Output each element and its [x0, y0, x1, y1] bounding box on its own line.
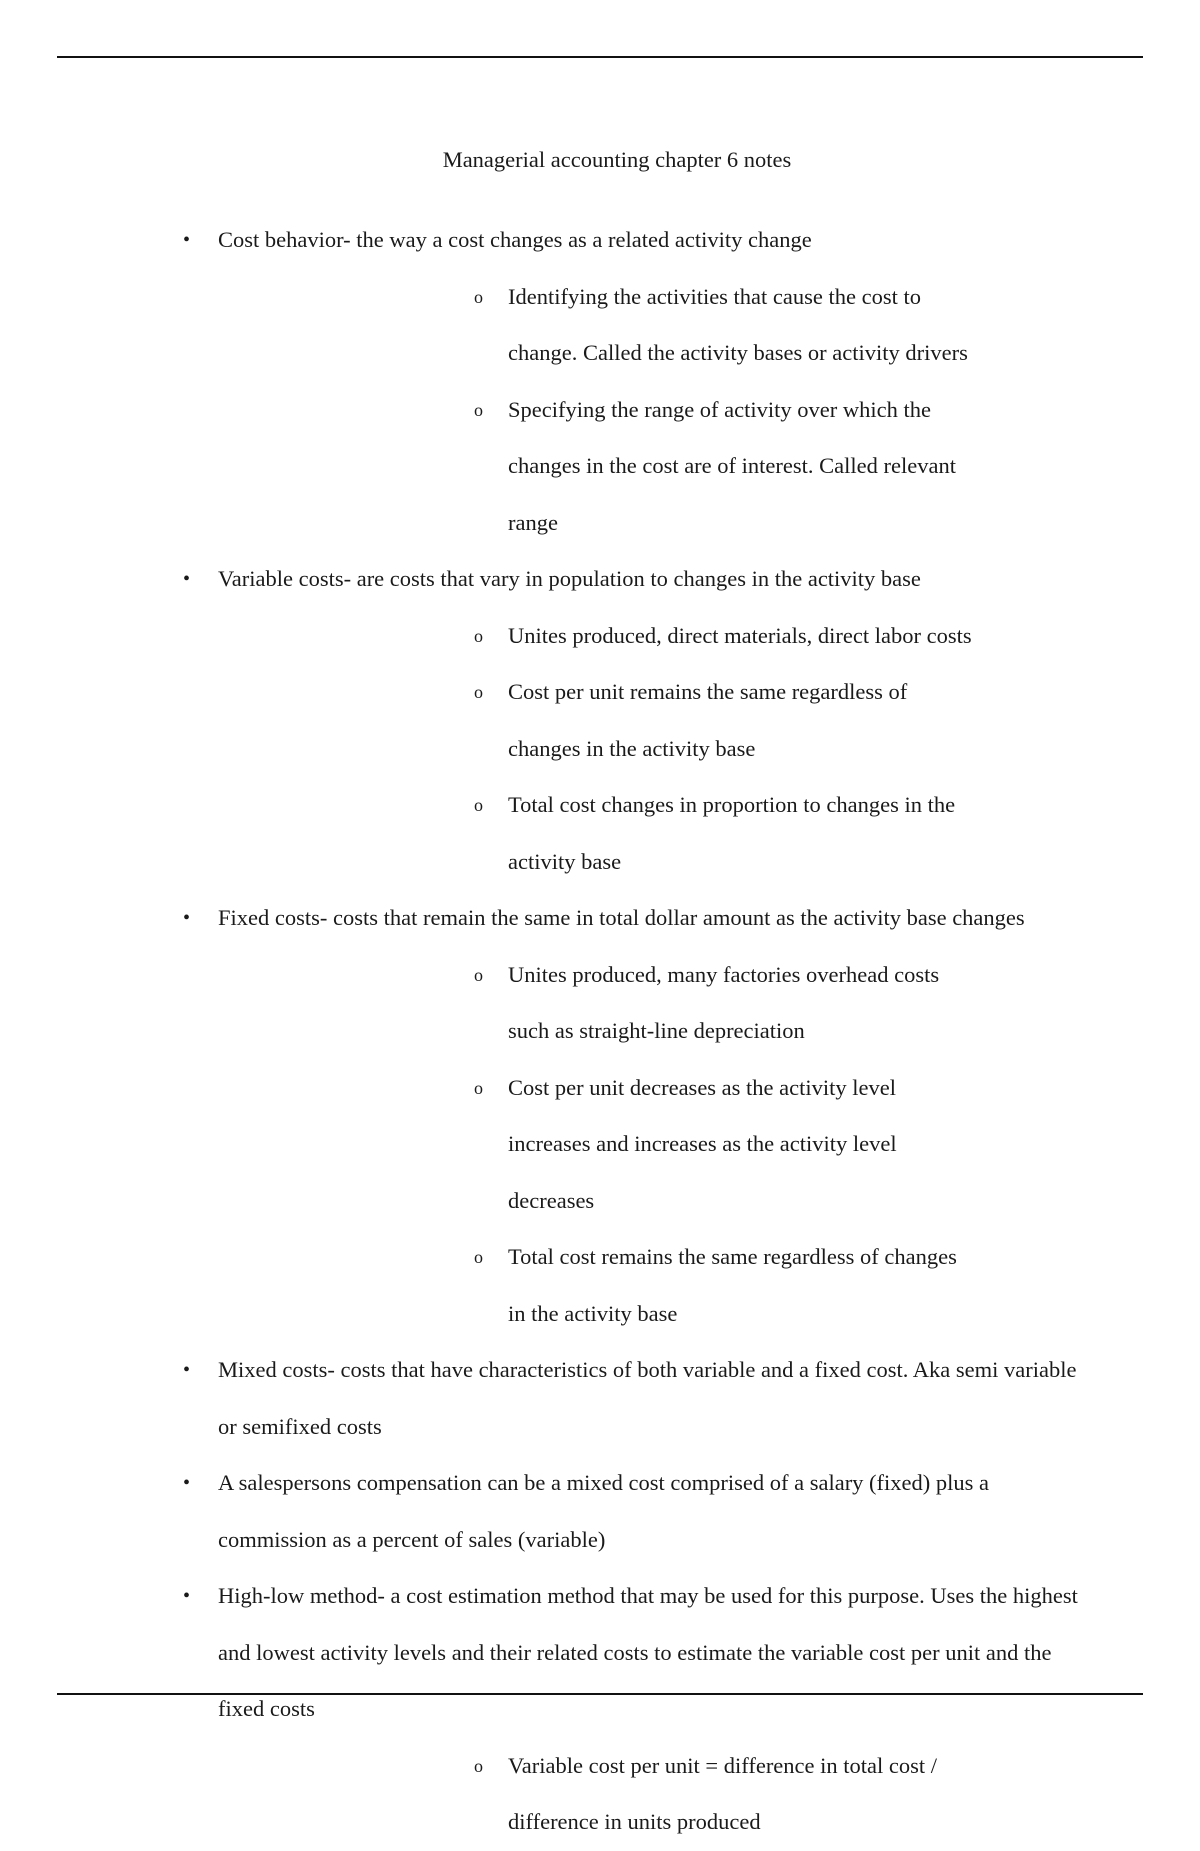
sub-note-item	[218, 1738, 1090, 1851]
sub-bullet-icon: o	[474, 1077, 483, 1098]
sub-note-text: Identifying the activities that cause the cost to change. Called the activity bases or activity drivers	[508, 283, 968, 365]
top-rule	[57, 56, 1143, 58]
sub-note-text: Cost per unit decreases as the activity level increases and increases as the activity level decreases	[508, 1074, 897, 1213]
page-title: Managerial accounting chapter 6 notes	[442, 147, 792, 172]
bullet-icon: •	[183, 1472, 191, 1494]
note-text: Variable costs- are costs that vary in population to changes in the activity base	[218, 566, 921, 591]
sub-bullet-icon: o	[474, 399, 483, 420]
sub-note-text: Unites produced, direct materials, direct labor costs	[508, 622, 972, 648]
sub-note-text: Unites produced, many factories overhead costs such as straight-line depreciation	[508, 961, 940, 1043]
note-text: High-low method- a cost estimation method that may be used for this purpose. Uses the highest and lowest activity levels and their related costs to estimate the variable cost per unit and the fixed costs	[218, 1583, 1078, 1721]
note-text: Fixed costs- costs that remain the same in total dollar amount as the activity base changes	[218, 905, 1025, 930]
sub-bullet-icon: o	[474, 1247, 483, 1267]
note-item	[0, 1568, 1200, 1851]
sub-list	[218, 608, 1090, 891]
sub-note-text: Total cost remains the same regardless of changes in the activity base	[508, 1244, 957, 1326]
sub-note-text: Cost per unit remains the same regardless of changes in the activity base	[508, 679, 908, 761]
note-text: Cost behavior- the way a cost changes as a related activity change	[218, 227, 812, 252]
sub-note-text: Total cost changes in proportion to changes in the activity base	[508, 792, 956, 874]
sub-note-item	[218, 269, 1090, 382]
bullet-icon: •	[183, 1585, 191, 1607]
bullet-icon: •	[183, 568, 191, 590]
sub-note-item	[218, 777, 1090, 890]
sub-bullet-icon: o	[474, 286, 483, 307]
note-item	[0, 1342, 1200, 1455]
sub-note-item	[218, 1060, 1090, 1230]
sub-note-item	[218, 664, 1090, 777]
sub-bullet-icon: o	[474, 625, 483, 646]
note-item	[0, 1455, 1200, 1568]
sub-bullet-icon: o	[474, 964, 483, 985]
note-text: A salespersons compensation can be a mixed cost comprised of a salary (fixed) plus a commission as a percent of sales (variable)	[218, 1470, 990, 1552]
note-item	[0, 212, 1200, 551]
note-item	[0, 551, 1200, 890]
notes-list	[0, 212, 1200, 1851]
sub-list	[218, 1738, 1090, 1851]
sub-note-item	[218, 382, 1090, 552]
sub-list	[218, 947, 1090, 1343]
sub-list	[218, 269, 1090, 552]
bullet-icon: •	[183, 1359, 191, 1381]
bullet-icon: •	[183, 907, 191, 929]
bullet-icon: •	[183, 229, 191, 251]
sub-note-item	[218, 947, 1090, 1060]
bottom-rule	[57, 1693, 1143, 1695]
sub-bullet-icon: o	[474, 682, 483, 702]
note-text: Mixed costs- costs that have characteristics of both variable and a fixed cost. Aka semi variable or semifixed costs	[218, 1357, 1077, 1439]
sub-bullet-icon: o	[474, 1755, 483, 1776]
sub-note-text: Variable cost per unit = difference in total cost / difference in units produced	[508, 1752, 938, 1834]
sub-note-item	[218, 608, 1090, 665]
sub-note-item	[218, 1229, 1090, 1342]
sub-note-text: Specifying the range of activity over which the changes in the cost are of interest. Called relevant range	[508, 396, 956, 535]
sub-bullet-icon: o	[474, 795, 483, 815]
note-item	[0, 890, 1200, 1342]
